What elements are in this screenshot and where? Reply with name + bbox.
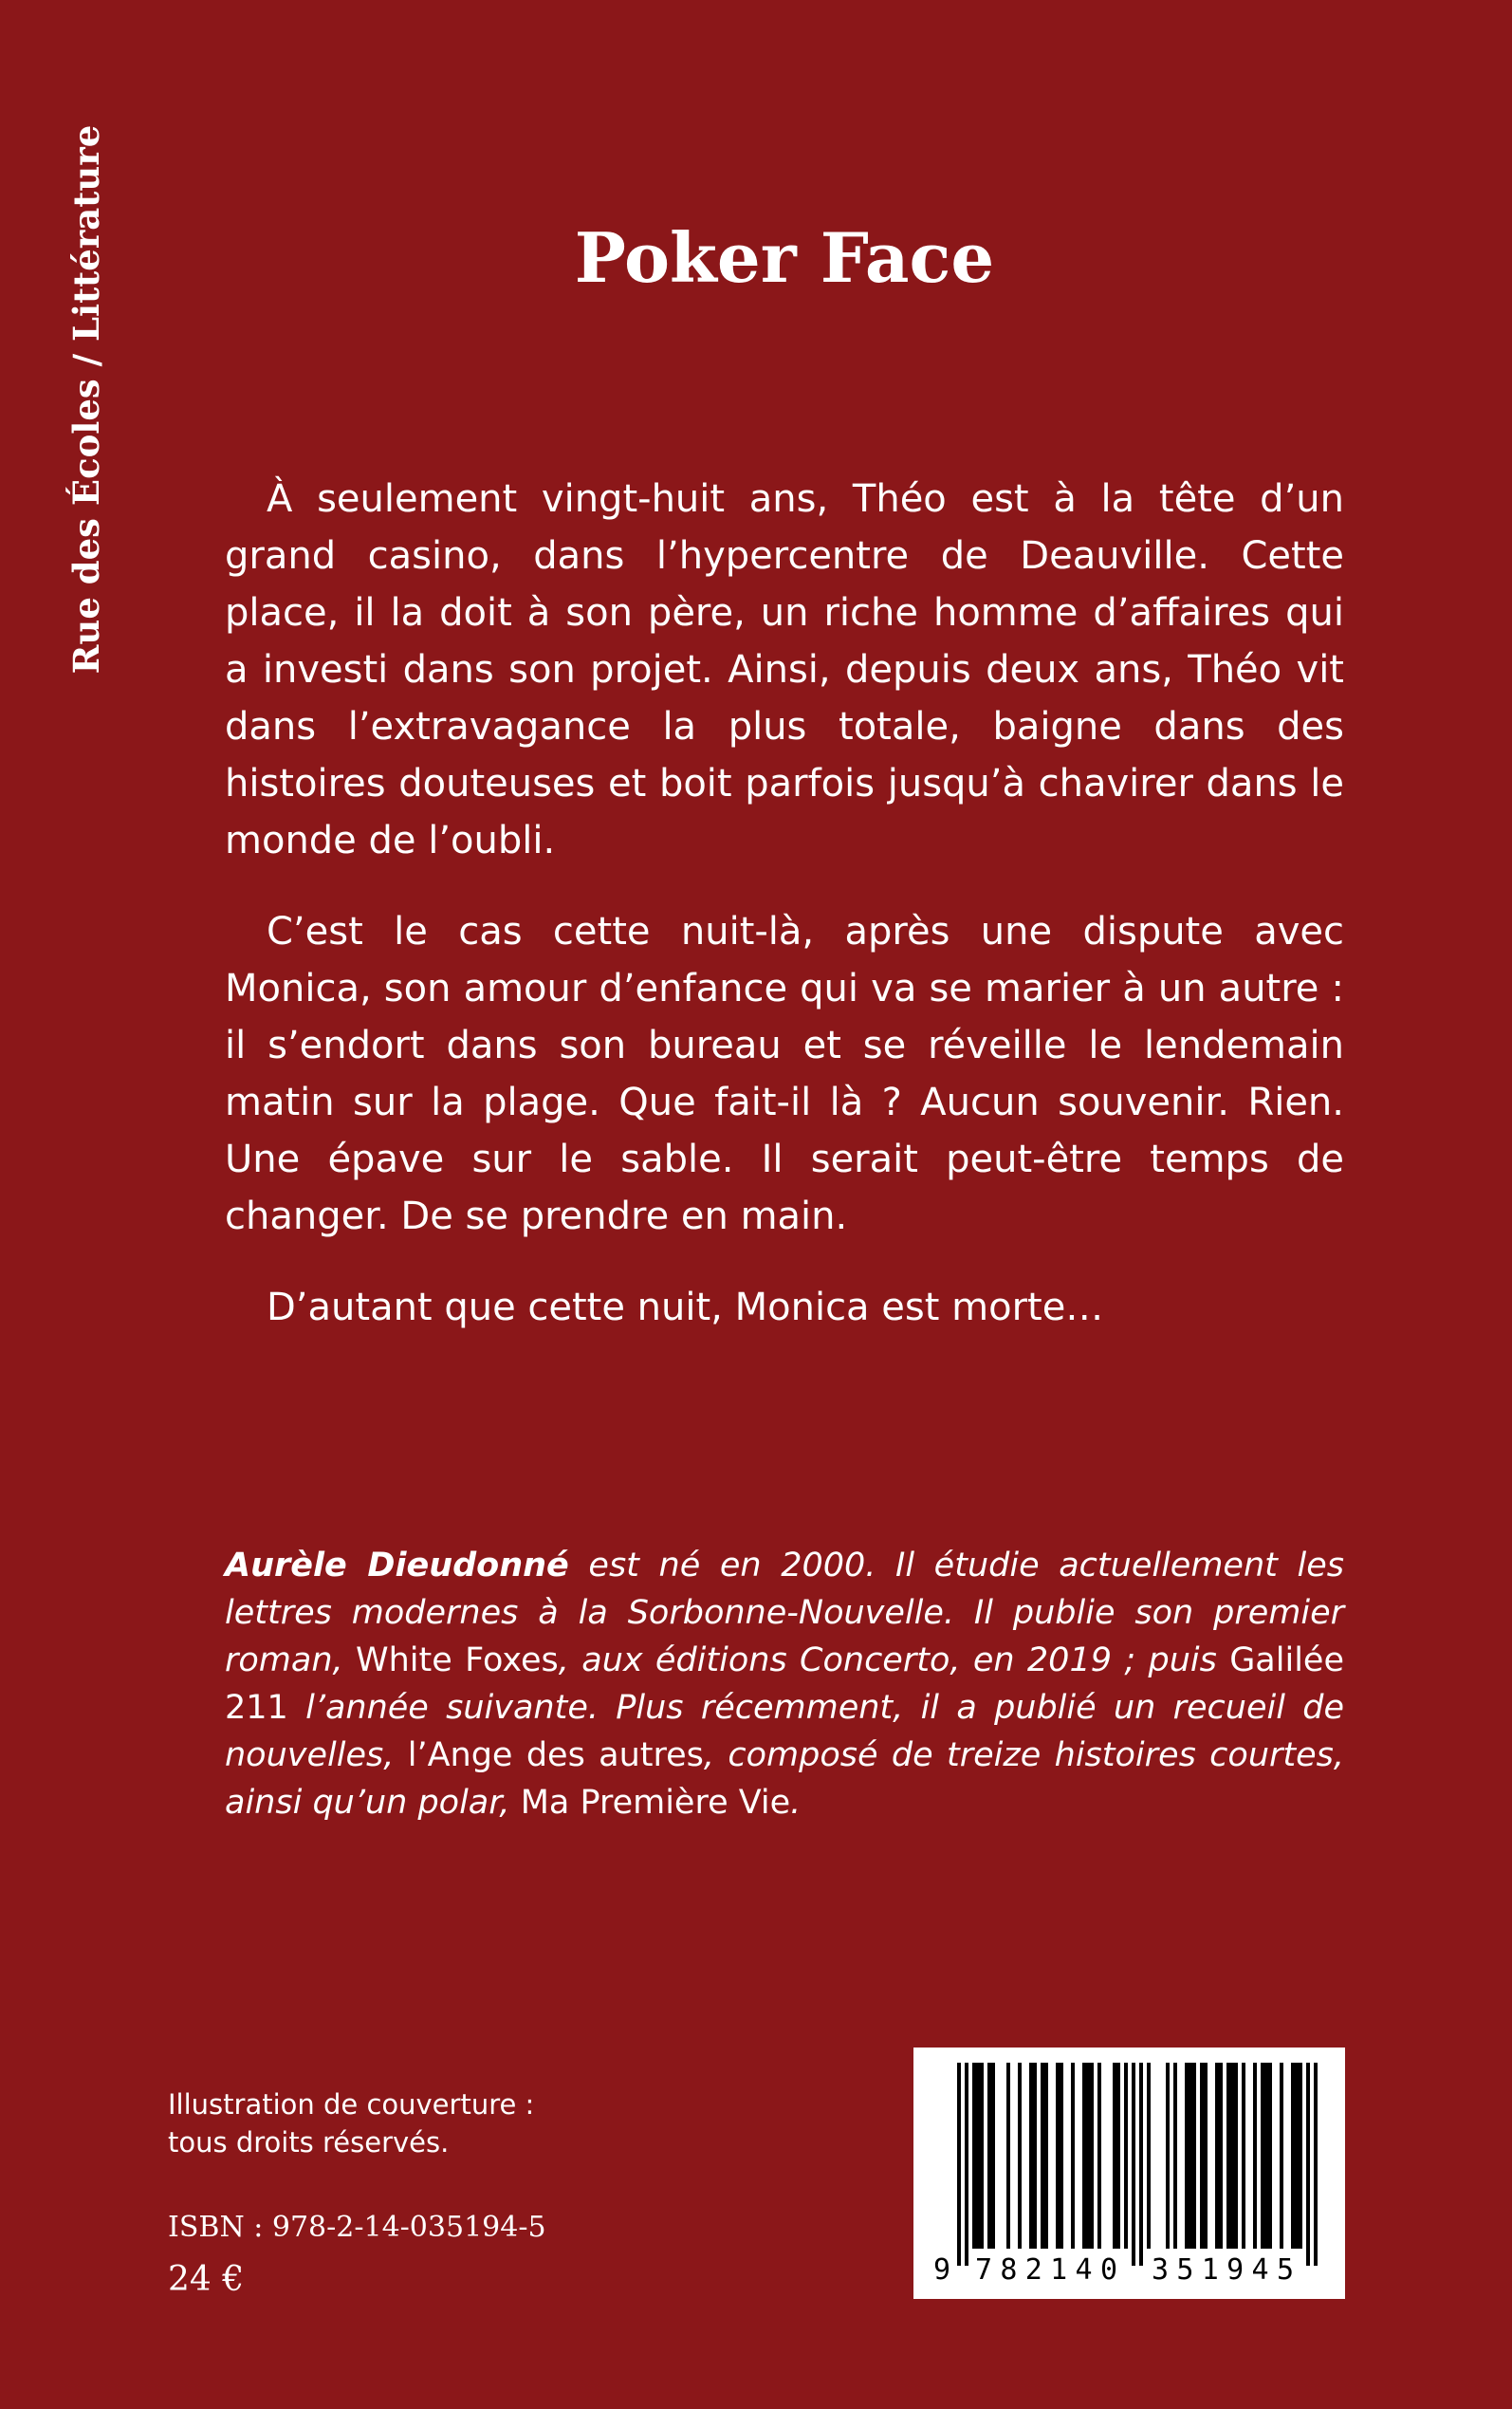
book-title-premiere-vie: Ma Première Vie	[520, 1784, 791, 1822]
book-title-ange: l’Ange des autres	[407, 1736, 704, 1774]
barcode-bar	[1226, 2063, 1238, 2249]
bio-text-1: est né en 2000. Il étudie actuellement les lettres modernes à la Sorbonne-Nouvelle. Il publie son premier roman,	[225, 1547, 1344, 1679]
book-title-galilee: Galilée 211	[225, 1641, 1344, 1727]
barcode-bar	[1113, 2063, 1120, 2249]
barcode-bar	[1071, 2063, 1075, 2249]
blurb	[225, 471, 1344, 1370]
blurb-paragraph-1: À seulement vingt-huit ans, Théo est à la tête d’un grand casino, dans l’hypercentre de Deauville. Cette place, il la doit à son père, un riche homme d’affaires qui a investi dans son projet. Ainsi, depuis deux ans, Théo vit dans l’extravagance la plus totale, baigne dans des histoires douteuses et boit parfois jusqu’à chavirer dans le monde de l’oubli.	[225, 477, 1344, 862]
barcode-bar	[1261, 2063, 1272, 2249]
barcode-guard-bar	[1314, 2063, 1318, 2266]
barcode-bar	[1029, 2063, 1037, 2249]
barcode-bar	[1200, 2063, 1208, 2249]
barcode-guard-bar	[957, 2063, 961, 2266]
bio-text-3: l’année suivante. Plus récemment, il a publié un recueil de nouvelles,	[225, 1689, 1344, 1774]
barcode-bar	[1215, 2063, 1223, 2249]
barcode-bar	[1280, 2063, 1283, 2249]
author-name: Aurèle Dieudonné	[225, 1547, 569, 1584]
barcode-guard-bar	[1306, 2063, 1310, 2266]
price-label: 24 €	[168, 2260, 245, 2299]
barcode-first-digit: 9	[932, 2253, 951, 2287]
blurb-paragraph-2: C’est le cas cette nuit-là, après une dispute avec Monica, son amour d’enfance qui va se marier à un autre : il s’endort dans son bureau et se réveille le lendemain matin sur la plage. Que fait-il là ? Aucun souvenir. Rien. Une épave sur le sable. Il serait peut-être temps de changer. De se prendre en main.	[225, 910, 1344, 1238]
barcode-bar	[1253, 2063, 1257, 2249]
barcode-bar	[1185, 2063, 1196, 2249]
barcode-bar	[987, 2063, 995, 2249]
barcode-bar	[1291, 2063, 1302, 2249]
isbn-label: ISBN : 978-2-14-035194-5	[168, 2211, 546, 2244]
barcode-bar	[1242, 2063, 1245, 2249]
bio-text-5: .	[790, 1784, 802, 1822]
credits-line-2: tous droits réservés.	[168, 2126, 450, 2159]
credits-line-1: Illustration de couverture :	[168, 2088, 535, 2121]
barcode-bar	[1056, 2063, 1063, 2249]
barcode-bar	[1097, 2063, 1101, 2249]
barcode-guard-bar	[965, 2063, 968, 2266]
blurb-paragraph-3: D’autant que cette nuit, Monica est morte…	[267, 1286, 1104, 1329]
series-label: Rue des Écoles / Littérature	[65, 124, 107, 675]
barcode-bar	[972, 2063, 984, 2249]
illustration-credits	[168, 2085, 534, 2161]
barcode-right-digits: 351945	[1152, 2253, 1294, 2287]
barcode-bar	[1041, 2063, 1048, 2249]
barcode-left-digits: 782140	[975, 2253, 1117, 2287]
bio-text-2: , aux éditions Concerto, en 2019 ; puis	[558, 1641, 1230, 1679]
barcode-guard-bar	[1132, 2063, 1135, 2266]
barcode-bar	[1082, 2063, 1094, 2249]
barcode-bar	[1166, 2063, 1170, 2249]
barcode-bar	[1124, 2063, 1128, 2249]
barcode	[913, 2048, 1345, 2299]
author-bio	[225, 1542, 1344, 1826]
book-title-white-foxes: White Foxes	[356, 1641, 559, 1679]
barcode-guard-bar	[1139, 2063, 1143, 2266]
barcode-bar	[1018, 2063, 1022, 2249]
barcode-bar	[1147, 2063, 1151, 2249]
barcode-bar	[1006, 2063, 1010, 2249]
barcode-bar	[1173, 2063, 1177, 2249]
book-title: Poker Face	[574, 217, 995, 298]
bio-text-4: , composé de treize histoires courtes, ainsi qu’un polar,	[225, 1736, 1345, 1822]
barcode-panel	[913, 2048, 1345, 2299]
barcode-bars	[957, 2063, 1318, 2266]
